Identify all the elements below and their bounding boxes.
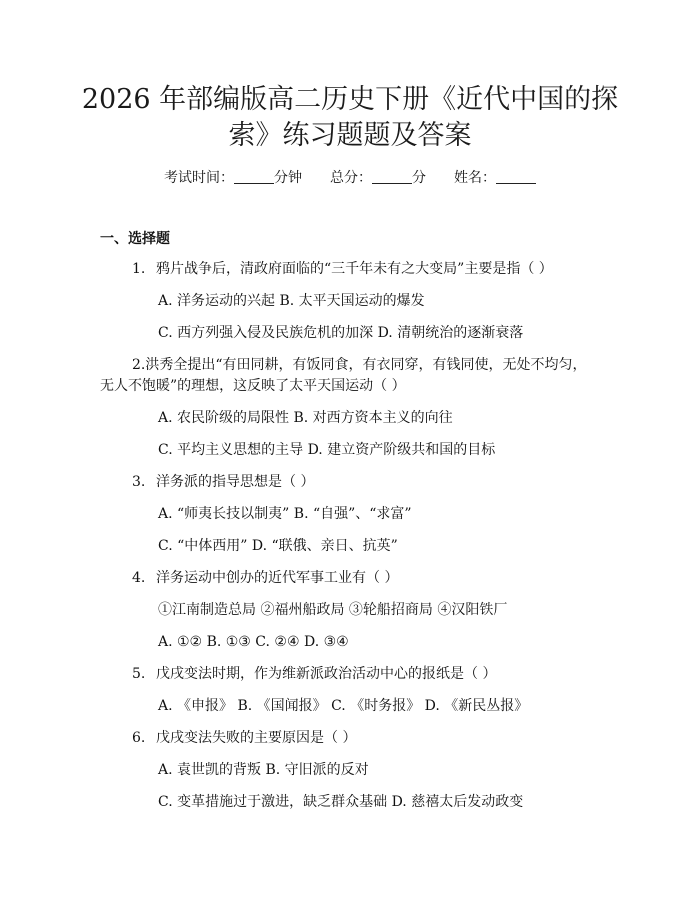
question-3-options-2: C. “中体西用” D. “联俄、亲日、抗英” — [158, 538, 398, 554]
question-6-options-1: A. 袁世凯的背叛 B. 守旧派的反对 — [158, 762, 369, 778]
question-number: 5. — [132, 666, 146, 682]
question-4-statements: ①江南制造总局 ②福州船政局 ③轮船招商局 ④汉阳铁厂 — [158, 602, 508, 618]
question-text: 洋务运动中创办的近代军事工业有（ ） — [156, 570, 399, 586]
total-score-unit: 分 — [412, 170, 426, 186]
student-name-label: 姓名： — [454, 170, 496, 186]
question-number: 3. — [132, 474, 146, 490]
question-4 — [132, 567, 398, 589]
question-4-options: A. ①② B. ①③ C. ②④ D. ③④ — [158, 634, 349, 650]
question-text: 洋务派的指导思想是（ ） — [156, 474, 315, 490]
exam-time-blank — [234, 169, 274, 184]
total-score-blank — [372, 169, 412, 184]
question-2-text-continued: 无人不饱暖”的理想，这反映了太平天国运动（ ） — [100, 378, 406, 394]
question-number: 1. — [132, 261, 146, 277]
question-1-options-2: C. 西方列强入侵及民族危机的加深 D. 清朝统治的逐渐衰落 — [158, 325, 524, 341]
document-title-line-2: 索》练习题题及答案 — [228, 120, 472, 151]
question-3-options-1: A. “师夷长技以制夷” B. “自强”、“求富” — [158, 506, 412, 522]
document-title-line-1: 2026 年部编版高二历史下册《近代中国的探 — [81, 84, 619, 115]
question-1 — [132, 258, 553, 280]
section-title: 一、选择题 — [100, 231, 170, 247]
exam-time-unit: 分钟 — [274, 170, 302, 186]
question-5 — [132, 663, 496, 685]
question-text: 鸦片战争后，清政府面临的“三千年未有之大变局”主要是指（ ） — [156, 261, 553, 277]
student-name-group — [454, 170, 536, 186]
exam-time-label: 考试时间： — [164, 170, 234, 186]
question-6-options-2: C. 变革措施过于激进，缺乏群众基础 D. 慈禧太后发动政变 — [158, 794, 524, 810]
question-1-options-1: A. 洋务运动的兴起 B. 太平天国运动的爆发 — [158, 293, 425, 309]
question-5-options: A. 《申报》 B. 《国闻报》 C. 《时务报》 D. 《新民丛报》 — [158, 698, 529, 714]
question-2-options-2: C. 平均主义思想的主导 D. 建立资产阶级共和国的目标 — [158, 442, 496, 458]
question-text: 戊戌变法时期，作为维新派政治活动中心的报纸是（ ） — [156, 666, 497, 682]
question-text: 戊戌变法失败的主要原因是（ ） — [156, 730, 357, 746]
question-number: 2. — [132, 357, 146, 373]
student-name-blank — [496, 169, 536, 184]
question-number: 4. — [132, 570, 146, 586]
total-score-group — [330, 170, 426, 186]
total-score-label: 总分： — [330, 170, 372, 186]
exam-info-row — [0, 168, 700, 188]
exam-time-group — [164, 170, 302, 186]
question-text: 洪秀全提出“有田同耕，有饭同食，有衣同穿，有钱同使，无处不均匀， — [145, 357, 587, 373]
question-2 — [132, 354, 587, 376]
question-number: 6. — [132, 730, 146, 746]
question-2-options-1: A. 农民阶级的局限性 B. 对西方资本主义的向往 — [158, 410, 453, 426]
question-3 — [132, 471, 314, 493]
question-6 — [132, 727, 356, 749]
